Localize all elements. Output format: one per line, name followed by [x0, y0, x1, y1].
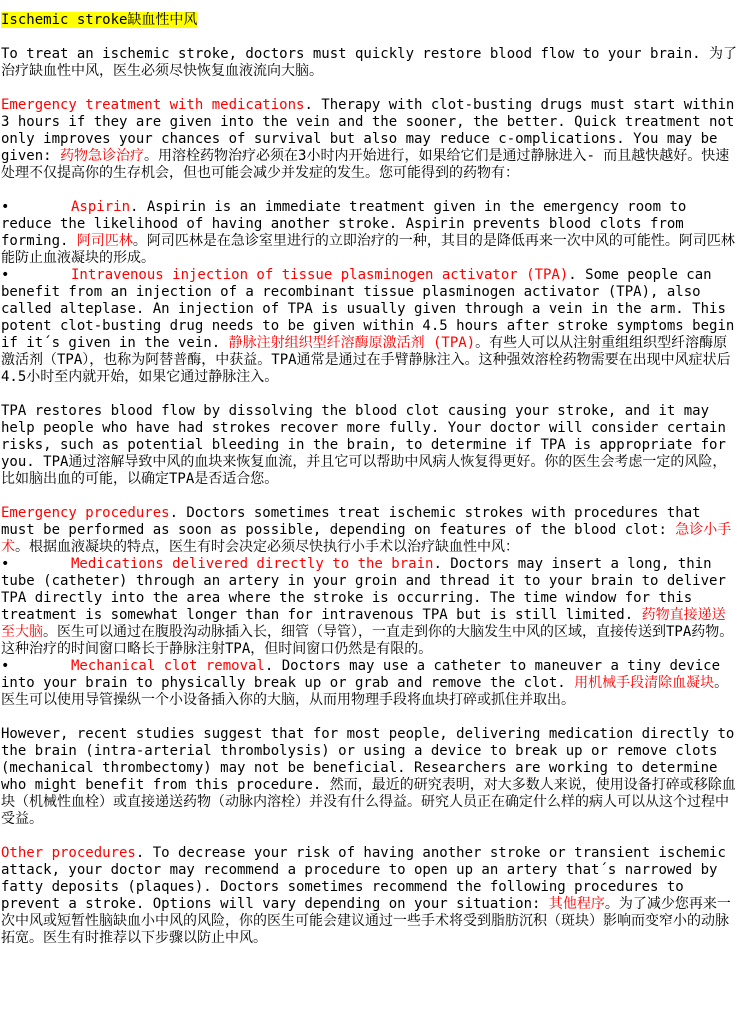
clot-removal-text: . Doctors may use a catheter to maneuver a tiny device into your brain to physically break up or grab and remove the clot.: [1, 658, 721, 691]
aspirin-heading: Aspirin: [71, 199, 131, 215]
emergency-procedures-paragraph: [1, 505, 737, 556]
other-procedures-heading: Other procedures: [1, 845, 136, 861]
bullet-icon: •: [1, 556, 10, 572]
emergency-medications-heading: Emergency treatment with medications: [1, 97, 305, 113]
emergency-procedures-heading: Emergency procedures: [1, 505, 170, 521]
bullet-icon: •: [1, 199, 10, 215]
tpa-heading: Intravenous injection of tissue plasminogen activator (TPA): [71, 267, 569, 283]
direct-medications-cn-label: 药物直接递送至大脑: [1, 607, 726, 640]
direct-medications-text: . Doctors may insert a long, thin tube (catheter) through an artery in your groin and thread it to your brain to deliver TPA directly into the area where the stroke is occurring. The time window for this treatment is somewhat longer than for intravenous TPA but is still limited.: [1, 556, 726, 623]
emergency-medications-text: . Therapy with clot-busting drugs must start within 3 hours if they are given into the vein and the sooner, the better. Quick treatment not only improves your chances of survival but also may reduce c-omplications. You may be given:: [1, 97, 735, 164]
document-title: [1, 12, 737, 29]
other-procedures-text: . To decrease your risk of having another stroke or transient ischemic attack, your doctor may recommend a procedure to open up an artery that´s narrowed by fatty deposits (plaques). Doctors sometimes recommend the following procedures to prevent a stroke. Options will vary depending on your situation:: [1, 845, 726, 912]
other-procedures-cn-label: 其他程序: [548, 896, 605, 912]
aspirin-cn-text: 。阿司匹林是在急诊室里进行的立即治疗的一种，其目的是降低再来一次中风的可能性。阿司匹林能防止血液凝块的形成。: [1, 233, 735, 266]
title-highlight: Ischemic stroke缺血性中风: [1, 12, 198, 28]
document: [0, 12, 737, 947]
direct-medications-cn-text: 。医生可以通过在腹股沟动脉插入长，细管（导管），一直走到你的大脑发生中风的区域，直接传送到TPA药物。这种治疗的时间窗口略长于静脉注射TPA，但时间窗口仍然是有限的。: [1, 624, 734, 657]
clot-removal-heading: Mechanical clot removal: [71, 658, 265, 674]
direct-medications-bullet-item: [1, 556, 737, 658]
tpa-cn-label: 静脉注射组织型纤溶酶原激活剂 (TPA): [228, 335, 476, 351]
tpa-cn-text: 。有些人可以从注射重组组织型纤溶酶原激活剂（TPA），也称为阿替普酶，中获益。TPA通常是通过在手臂静脉注入。这种强效溶栓药物需要在出现中风症状后4.5小时至内就开始，如果它通过静脉注入。: [1, 335, 731, 385]
tpa-text: . Some people can benefit from an injection of a recombinant tissue plasminogen activator (TPA), also called alteplase. An injection of TPA is usually given through a vein in the arm. This potent clot-busting drug needs to be given within 4.5 hours after stroke symptoms begin if it´s given in the vein.: [1, 267, 735, 351]
intro-paragraph: To treat an ischemic stroke, doctors must quickly restore blood flow to your brain. 为了治疗缺血性中风，医生必须尽快恢复血液流向大脑。: [1, 46, 737, 79]
clot-removal-cn-label: 用机械手段清除血凝块: [574, 675, 715, 691]
emergency-medications-paragraph: [1, 97, 737, 182]
other-procedures-cn-text: 。为了减少您再来一次中风或短暂性脑缺血小中风的风险，你的医生可能会建议通过一些手术将受到脂肪沉积（斑块）影响而变窄小的动脉拓宽。医生有时推荐以下步骤以防止中风。: [1, 896, 731, 946]
clot-removal-bullet-item: [1, 658, 737, 709]
other-procedures-paragraph: [1, 845, 737, 947]
recent-studies-paragraph: However, recent studies suggest that for most people, delivering medication directly to the brain (intra-arterial thrombolysis) or using a device to break up or remove clots (mechanical thrombectomy) may not be beneficial. Researchers are working to determine who might benefit from this procedure. 然而，最近的研究表明，对大多数人来说，使用设备打碎或移除血块（机械性血栓）或直接递送药物（动脉内溶栓）并没有什么得益。研究人员正在确定什么样的病人可以从这个过程中受益。: [1, 726, 736, 827]
tpa-bullet-item: [1, 267, 737, 386]
emergency-medications-cn-text: 。用溶栓药物治疗必须在3小时内开始进行，如果给它们是通过静脉进入- 而且越快越好。快速处理不仅提高你的生存机会，但也可能会减少并发症的发生。您可能得到的药物有：: [1, 148, 730, 181]
bullet-icon: •: [1, 658, 10, 674]
clot-removal-cn-text: 。医生可以使用导管操纵一个小设备插入你的大脑，从而用物理手段将血块打碎或抓住并取出。: [1, 675, 729, 708]
aspirin-cn-label: 阿司匹林: [76, 233, 133, 249]
bullet-icon: •: [1, 267, 10, 283]
emergency-procedures-cn-text: 。根据血液凝块的特点，医生有时会决定必须尽快执行小手术以治疗缺血性中风：: [15, 539, 519, 555]
direct-medications-heading: Medications delivered directly to the brain: [71, 556, 434, 572]
aspirin-text: . Aspirin is an immediate treatment given in the emergency room to reduce the likelihood of having another stroke. Aspirin prevents blood clots from forming.: [1, 199, 687, 249]
emergency-medications-cn-label: 药物急诊治疗: [60, 148, 145, 164]
tpa-restores-paragraph: TPA restores blood flow by dissolving the blood clot causing your stroke, and it may help people who have had strokes recover more fully. Your doctor will consider certain risks, such as potential bleeding in the brain, to determine if TPA is appropriate for you. TPA通过溶解导致中风的血块来恢复血流，并且它可以帮助中风病人恢复得更好。你的医生会考虑一定的风险，比如脑出血的可能，以确定TPA是否适合您。: [1, 403, 727, 487]
emergency-procedures-text: . Doctors sometimes treat ischemic strokes with procedures that must be performed as soon as possible, depending on features of the blood clot:: [1, 505, 701, 538]
emergency-procedures-cn-label: 急诊小手术: [1, 522, 732, 555]
aspirin-bullet-item: [1, 199, 737, 267]
